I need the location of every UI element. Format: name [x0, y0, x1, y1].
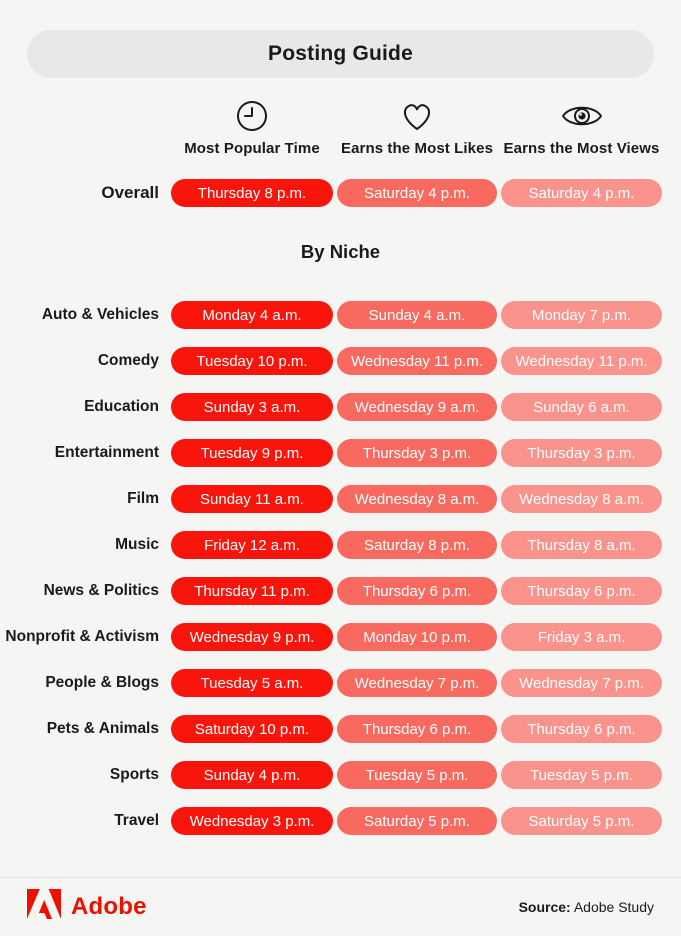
heart-icon	[399, 99, 435, 133]
time-pill: Sunday 3 a.m.	[171, 393, 333, 421]
niche-label: Film	[127, 490, 159, 507]
time-pill: Thursday 6 p.m.	[337, 715, 497, 743]
time-pill: Thursday 6 p.m.	[501, 715, 662, 743]
table-row	[0, 669, 681, 697]
time-pill: Thursday 6 p.m.	[337, 577, 497, 605]
time-pill: Thursday 8 p.m.	[171, 179, 333, 207]
adobe-brand	[27, 889, 147, 924]
niche-label: People & Blogs	[45, 674, 159, 691]
column-headers-row	[0, 140, 681, 157]
time-pill: Wednesday 3 p.m.	[171, 807, 333, 835]
overall-row	[0, 179, 681, 207]
table-row	[0, 439, 681, 467]
time-pill: Thursday 3 p.m.	[337, 439, 497, 467]
table-row	[0, 531, 681, 559]
time-pill: Tuesday 9 p.m.	[171, 439, 333, 467]
niche-label: Travel	[114, 812, 159, 829]
source-note	[519, 899, 654, 915]
time-pill: Wednesday 7 p.m.	[337, 669, 497, 697]
time-pill: Saturday 10 p.m.	[171, 715, 333, 743]
time-pill: Thursday 3 p.m.	[501, 439, 662, 467]
table-row	[0, 715, 681, 743]
niche-label: Entertainment	[54, 444, 159, 461]
column-header-earns-most-views: Earns the Most Views	[503, 140, 660, 157]
time-pill: Thursday 8 a.m.	[501, 531, 662, 559]
table-row	[0, 393, 681, 421]
eye-icon	[561, 101, 603, 131]
column-header-earns-most-likes: Earns the Most Likes	[340, 140, 494, 157]
adobe-wordmark: Adobe	[71, 892, 147, 920]
time-pill: Friday 12 a.m.	[171, 531, 333, 559]
time-pill: Tuesday 5 p.m.	[501, 761, 662, 789]
niche-label: Auto & Vehicles	[41, 306, 159, 323]
section-title: By Niche	[300, 241, 381, 262]
niche-label: Comedy	[97, 352, 159, 369]
table-row	[0, 577, 681, 605]
time-pill: Monday 10 p.m.	[337, 623, 497, 651]
time-pill: Wednesday 7 p.m.	[501, 669, 662, 697]
time-pill: Wednesday 11 p.m.	[501, 347, 662, 375]
time-pill: Monday 7 p.m.	[501, 301, 662, 329]
column-header-most-popular-time: Most Popular Time	[184, 140, 320, 157]
time-pill: Thursday 6 p.m.	[501, 577, 662, 605]
niche-label: Pets & Animals	[46, 720, 159, 737]
clock-icon	[235, 99, 269, 133]
time-pill: Sunday 4 a.m.	[337, 301, 497, 329]
time-pill: Thursday 11 p.m.	[171, 577, 333, 605]
time-pill: Wednesday 11 p.m.	[337, 347, 497, 375]
time-pill: Sunday 4 p.m.	[171, 761, 333, 789]
time-pill: Friday 3 a.m.	[501, 623, 662, 651]
adobe-logo-icon	[27, 889, 61, 924]
time-pill: Sunday 6 a.m.	[501, 393, 662, 421]
time-pill: Tuesday 10 p.m.	[171, 347, 333, 375]
niche-label: Music	[115, 536, 159, 553]
time-pill: Sunday 11 a.m.	[171, 485, 333, 513]
time-pill: Monday 4 a.m.	[171, 301, 333, 329]
time-pill: Wednesday 8 a.m.	[337, 485, 497, 513]
source-value: Adobe Study	[573, 898, 654, 915]
time-pill: Wednesday 9 a.m.	[337, 393, 497, 421]
niche-table	[0, 301, 681, 835]
page-title-text: Posting Guide	[268, 42, 413, 65]
time-pill: Wednesday 9 p.m.	[171, 623, 333, 651]
time-pill: Saturday 5 p.m.	[337, 807, 497, 835]
niche-label: Sports	[109, 766, 159, 783]
time-pill: Wednesday 8 a.m.	[501, 485, 662, 513]
table-row	[0, 623, 681, 651]
time-pill: Saturday 4 p.m.	[337, 179, 497, 207]
page-title	[27, 30, 654, 78]
table-row	[0, 485, 681, 513]
time-pill: Saturday 5 p.m.	[501, 807, 662, 835]
niche-label: Nonprofit & Activism	[5, 628, 159, 645]
footer	[0, 877, 681, 935]
time-pill: Saturday 8 p.m.	[337, 531, 497, 559]
time-pill: Tuesday 5 a.m.	[171, 669, 333, 697]
column-icons-row	[0, 98, 681, 134]
niche-label: Education	[84, 398, 159, 415]
niche-label: News & Politics	[43, 582, 159, 599]
source-label: Source:	[518, 898, 571, 915]
table-row	[0, 807, 681, 835]
table-row	[0, 301, 681, 329]
time-pill: Saturday 4 p.m.	[501, 179, 662, 207]
table-row	[0, 761, 681, 789]
overall-label: Overall	[101, 183, 159, 202]
time-pill: Tuesday 5 p.m.	[337, 761, 497, 789]
table-row	[0, 347, 681, 375]
